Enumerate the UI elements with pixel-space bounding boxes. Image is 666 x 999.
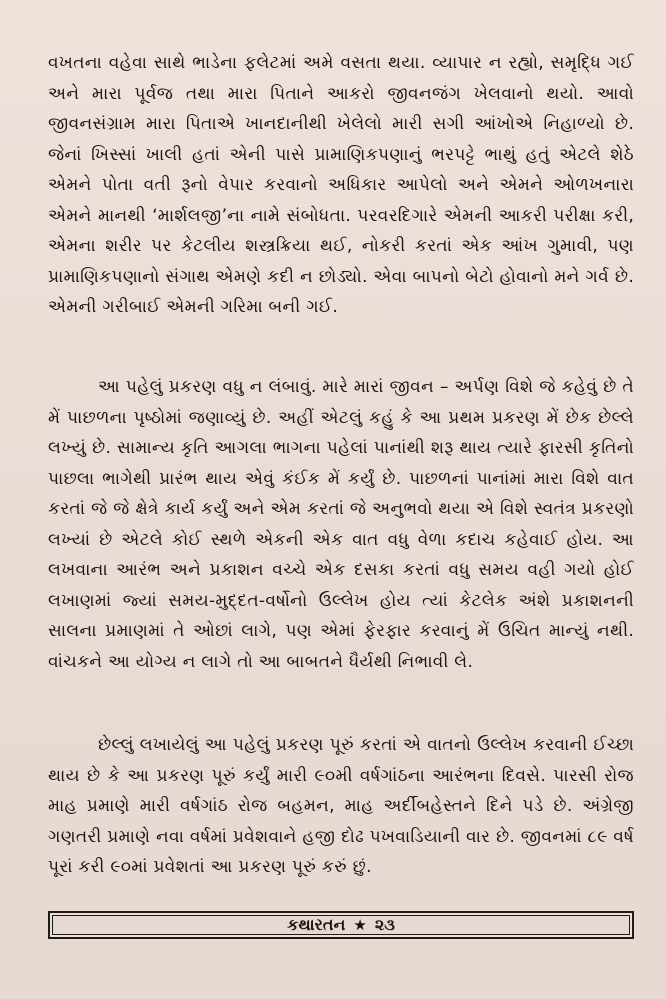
paragraph-2: આ પહેલું પ્રકરણ વધુ ન લંબાવું. મારે મારાં જીવન – અર્પણ વિશે જે કહેવું છે તે મેં પાછળના પૃષ્ઠોમાં જણાવ્યું છે. અહીં એટલું કહું કે આ પ્રથમ પ્રકરણ મેં છેક છેલ્લે લખ્યું છે. સામાન્ય કૃતિ આગલા ભાગના પહેલાં પાનાંથી શરૂ થાય ત્યારે ફારસી કૃતિનો પાછલા ભાગેથી પ્રારંભ થાય એવું કંઈક મેં કર્યું છે. પાછળનાં પાનાંમાં મારા વિશે વાત કરતાં જે જે ક્ષેત્રે કાર્ય કર્યું અને એમ કરતાં જે અનુભવો થયા એ વિશે સ્વતંત્ર પ્રકરણો લખ્યાં છે એટલે કોઈ સ્થળે એકની એક વાત વધુ વેળા કદાચ કહેવાઈ હોય. આ લખવાના આરંભ અને પ્રકાશન વચ્ચે એક દસકા કરતાં વધુ સમય વહી ગયો હોઈ લખાણમાં જ્યાં સમય-મુદ્દત-વર્ષોનો ઉલ્લેખ હોય ત્યાં કેટલેક અંશે પ્રકાશનની સાલના પ્રમાણમાં તે ઓછાં લાગે, પણ એમાં ફેરફાર કરવાનું મેં ઉચિત માન્યું નથી. વાંચકને આ યોગ્ય ન લાગે તો આ બાબતને ધૈર્યથી નિભાવી લે. xyxy=(48,377,634,672)
paragraph-2-block xyxy=(48,372,634,677)
paragraph-3: છેલ્લું લખાયેલું આ પહેલું પ્રકરણ પૂરું કરતાં એ વાતનો ઉલ્લેખ કરવાની ઈચ્છા થાય છે કે આ પ્રકરણ પૂરું કર્યું મારી ૯૦મી વર્ષગાંઠના આરંભના દિવસે. પારસી રોજ માહ પ્રમાણે મારી વર્ષગાંઠ રોજ બહમન, માહ અર્દીબહેસ્તને દિને પડે છે. અંગ્રેજી ગણતરી પ્રમાણે નવા વર્ષમાં પ્રવેશવાને હજી દોઢ પખવાડિયાની વાર છે. જીવનમાં ૮૯ વર્ષ પૂરાં કરી ૯૦માં પ્રવેશતાં આ પ્રકરણ પૂરું કરું છું. xyxy=(48,735,634,877)
book-title: કથારતન xyxy=(287,915,346,934)
page-footer xyxy=(48,911,634,939)
footer-content xyxy=(287,915,395,935)
star-icon: ★ xyxy=(353,916,367,934)
paragraph-1: વખતના વહેવા સાથે ભાડેના ફલેટમાં અમે વસતા થયા. વ્યાપાર ન રહ્યો, સમૃદ્ધિ ગઈ અને મારા પૂર્વજ તથા મારા પિતાને આકરો જીવનજંગ ખેલવાનો થયો. આવો જીવનસંગ્રામ મારા પિતાએ ખાનદાનીથી ખેલેલો મારી સગી આંખોએ નિહાળ્યો છે. જેનાં ખિસ્સાં ખાલી હતાં એની પાસે પ્રામાણિકપણાનું ભરપટ્ટે ભાથું હતું એટલે શેઠે એમને પોતા વતી રૂનો વેપાર કરવાનો અધિકાર આપેલો અને એમને ઓળખનારા એમને માનથી ‘માર્શલજી’ના નામે સંબોધતા. પરવરદિગારે એમની આકરી પરીક્ષા કરી, એમના શરીર પર કેટલીય શસ્ત્રક્રિયા થઈ, નોકરી કરતાં એક આંખ ગુમાવી, પણ પ્રામાણિકપણાનો સંગાથ એમણે કદી ન છોડ્યો. એવા બાપનો બેટો હોવાનો મને ગર્વ છે. એમની ગરીબાઈ એમની ગરિમા બની ગઈ. xyxy=(48,53,634,317)
page-number: ૨૩ xyxy=(374,915,395,934)
paragraph-3-block xyxy=(48,730,634,883)
paragraph-1-block xyxy=(48,48,634,323)
